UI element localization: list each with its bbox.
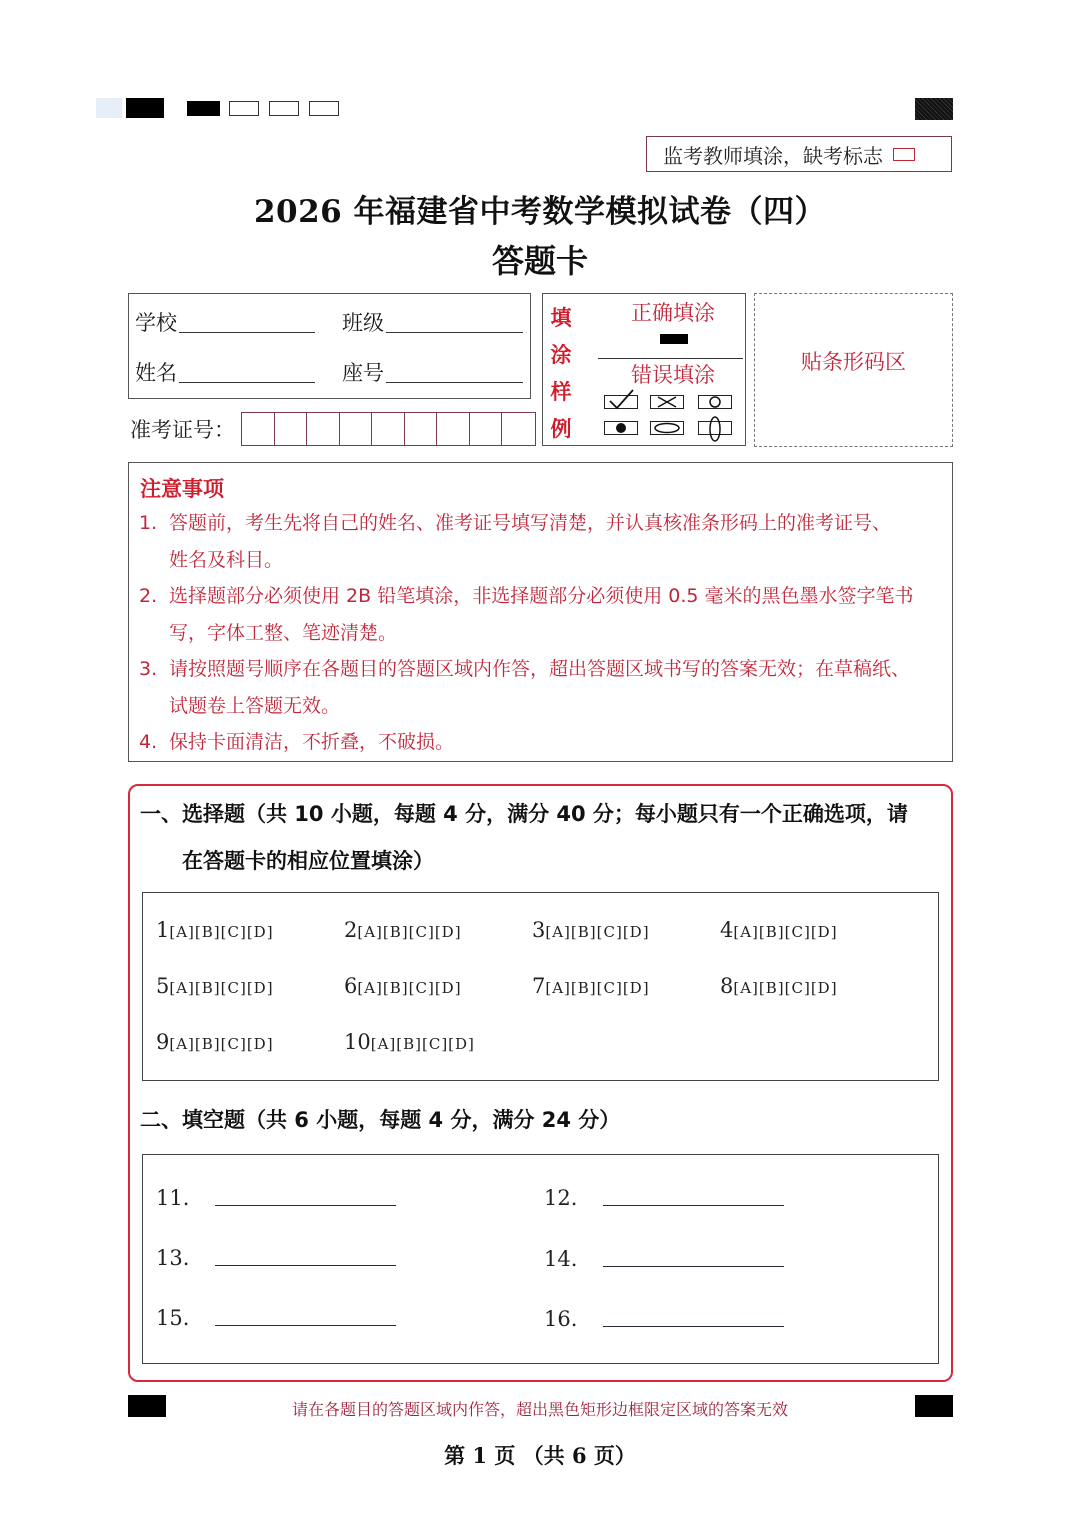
answer-options[interactable]: [A][B][C][D] <box>733 979 838 997</box>
fill-sample-side-label <box>549 300 573 448</box>
notice-text-cont: 写，字体工整、笔迹清楚。 <box>169 621 398 644</box>
fb-question-12[interactable] <box>544 1186 784 1210</box>
correct-fill-example <box>660 334 688 344</box>
mc-question-5[interactable] <box>156 974 274 998</box>
notice-num: 2. <box>139 585 158 607</box>
notice-item-2 <box>139 578 944 651</box>
notice-box <box>128 462 953 762</box>
section1-title-line1: 一、选择题（共 10 小题，每题 4 分，满分 40 分；每小题只有一个正确选项，请 <box>140 802 908 826</box>
exam-id-cell[interactable] <box>437 413 470 445</box>
mc-question-3[interactable] <box>532 918 650 942</box>
question-number: 7 <box>532 974 546 998</box>
name-input-line[interactable] <box>179 382 315 383</box>
answer-options[interactable]: [A][B][C][D] <box>169 979 274 997</box>
notice-text-cont: 姓名及科目。 <box>169 548 284 571</box>
exam-id-cell[interactable] <box>470 413 503 445</box>
mc-question-4[interactable] <box>720 918 838 942</box>
exam-id-cell[interactable] <box>502 413 535 445</box>
question-number: 9 <box>156 1030 170 1054</box>
fb-question-11[interactable] <box>156 1186 396 1210</box>
notice-item-3 <box>139 651 944 724</box>
answer-line[interactable] <box>603 1205 784 1206</box>
side-char: 样 <box>550 380 572 404</box>
absent-flag-label: 监考教师填涂，缺考标志 <box>663 143 883 168</box>
mc-question-1[interactable] <box>156 918 274 942</box>
question-number: 16. <box>544 1307 578 1331</box>
answer-line[interactable] <box>215 1325 396 1326</box>
timing-mark-corner <box>915 98 953 120</box>
fb-question-14[interactable] <box>544 1247 784 1271</box>
wrong-fill-label: 错误填涂 <box>631 363 715 387</box>
cross-mark-icon <box>650 395 684 409</box>
notice-text-cont: 试题卷上答题无效。 <box>169 694 341 717</box>
class-label: 班级 <box>342 311 384 335</box>
circle-mark-icon <box>698 395 732 409</box>
question-number: 5 <box>156 974 170 998</box>
answer-options[interactable]: [A][B][C][D] <box>357 923 462 941</box>
timing-mark <box>187 101 220 116</box>
side-char: 涂 <box>550 343 572 367</box>
name-label: 姓名 <box>135 361 177 385</box>
fb-question-16[interactable] <box>544 1307 784 1331</box>
exam-id-cell[interactable] <box>372 413 405 445</box>
page-title: 2026 年福建省中考数学模拟试卷（四） <box>253 194 827 230</box>
answer-line[interactable] <box>603 1266 784 1267</box>
question-number: 1 <box>156 918 170 942</box>
timing-mark-empty <box>229 101 259 116</box>
answer-options[interactable]: [A][B][C][D] <box>545 923 650 941</box>
answer-options[interactable]: [A][B][C][D] <box>370 1035 475 1053</box>
exam-id-cell[interactable] <box>405 413 438 445</box>
timing-mark-empty <box>309 101 339 116</box>
notice-text: 请按照题号顺序在各题目的答题区域内作答，超出答题区域书写的答案无效；在草稿纸、 <box>169 658 911 680</box>
exam-id-label: 准考证号： <box>130 418 235 442</box>
dot-mark-icon <box>604 421 638 435</box>
correct-fill-label: 正确填涂 <box>631 301 715 325</box>
notice-text: 选择题部分必须使用 2B 铅笔填涂，非选择题部分必须使用 0.5 毫米的黑色墨水签字笔书 <box>169 585 914 607</box>
notice-item-4 <box>139 724 944 761</box>
school-input-line[interactable] <box>179 332 315 333</box>
exam-id-cell[interactable] <box>340 413 373 445</box>
seat-label: 座号 <box>342 361 384 385</box>
question-number: 6 <box>344 974 358 998</box>
mc-question-10[interactable] <box>344 1030 475 1054</box>
vertical-ellipse-mark-icon <box>698 421 732 435</box>
question-number: 15. <box>156 1306 190 1330</box>
timing-mark-empty <box>269 101 299 116</box>
mc-question-8[interactable] <box>720 974 838 998</box>
notice-text: 保持卡面清洁，不折叠，不破损。 <box>169 731 455 753</box>
notice-num: 1. <box>139 512 158 534</box>
answer-options[interactable]: [A][B][C][D] <box>545 979 650 997</box>
name-field[interactable] <box>135 357 315 387</box>
section2-title: 二、填空题（共 6 小题，每题 4 分，满分 24 分） <box>140 1108 621 1132</box>
section1-title-line2: 在答题卡的相应位置填涂） <box>182 849 434 873</box>
timing-mark-faint <box>96 98 122 118</box>
mc-question-2[interactable] <box>344 918 462 942</box>
question-number: 8 <box>720 974 734 998</box>
answer-options[interactable]: [A][B][C][D] <box>169 1035 274 1053</box>
question-number: 2 <box>344 918 358 942</box>
question-number: 3 <box>532 918 546 942</box>
question-number: 11. <box>156 1186 190 1210</box>
exam-id-cell[interactable] <box>275 413 308 445</box>
answer-line[interactable] <box>215 1205 396 1206</box>
seat-field[interactable] <box>342 357 523 387</box>
timing-mark <box>126 98 164 118</box>
notice-title: 注意事项 <box>140 477 224 501</box>
mc-question-6[interactable] <box>344 974 462 998</box>
school-field[interactable] <box>135 307 315 337</box>
mc-question-7[interactable] <box>532 974 650 998</box>
school-label: 学校 <box>135 311 177 335</box>
answer-options[interactable]: [A][B][C][D] <box>357 979 462 997</box>
answer-options[interactable]: [A][B][C][D] <box>169 923 274 941</box>
exam-id-cells <box>241 412 536 446</box>
question-number: 13. <box>156 1246 190 1270</box>
notice-num: 4. <box>139 731 158 753</box>
mc-question-9[interactable] <box>156 1030 274 1054</box>
seat-input-line[interactable] <box>386 382 523 383</box>
page-number: 第 1 页 （共 6 页） <box>444 1443 636 1468</box>
fb-question-13[interactable] <box>156 1246 396 1270</box>
answer-line[interactable] <box>215 1265 396 1266</box>
exam-id-cell[interactable] <box>307 413 340 445</box>
check-mark-icon <box>604 395 638 409</box>
notice-item-1 <box>139 505 944 578</box>
absent-flag-checkbox[interactable] <box>893 148 915 161</box>
notice-num: 3. <box>139 658 158 680</box>
exam-id-cell[interactable] <box>242 413 275 445</box>
class-field[interactable] <box>342 307 523 337</box>
fb-question-15[interactable] <box>156 1306 396 1330</box>
footer-note: 请在各题目的答题区域内作答，超出黑色矩形边框限定区域的答案无效 <box>291 1400 788 1419</box>
question-number: 4 <box>720 918 734 942</box>
notice-text: 答题前，考生先将自己的姓名、准考证号填写清楚，并认真核准条形码上的准考证号、 <box>169 512 892 534</box>
class-input-line[interactable] <box>386 332 523 333</box>
barcode-area <box>754 293 953 447</box>
page-subtitle: 答题卡 <box>491 242 588 280</box>
question-number: 10 <box>344 1030 371 1054</box>
absent-flag-box <box>646 136 952 172</box>
question-number: 14. <box>544 1247 578 1271</box>
exam-id-field <box>130 412 536 446</box>
barcode-label: 贴条形码区 <box>801 350 906 374</box>
answer-line[interactable] <box>603 1326 784 1327</box>
question-number: 12. <box>544 1186 578 1210</box>
side-char: 填 <box>550 306 572 330</box>
side-char: 例 <box>550 417 572 441</box>
answer-options[interactable]: [A][B][C][D] <box>733 923 838 941</box>
horizontal-ellipse-mark-icon <box>650 421 684 435</box>
